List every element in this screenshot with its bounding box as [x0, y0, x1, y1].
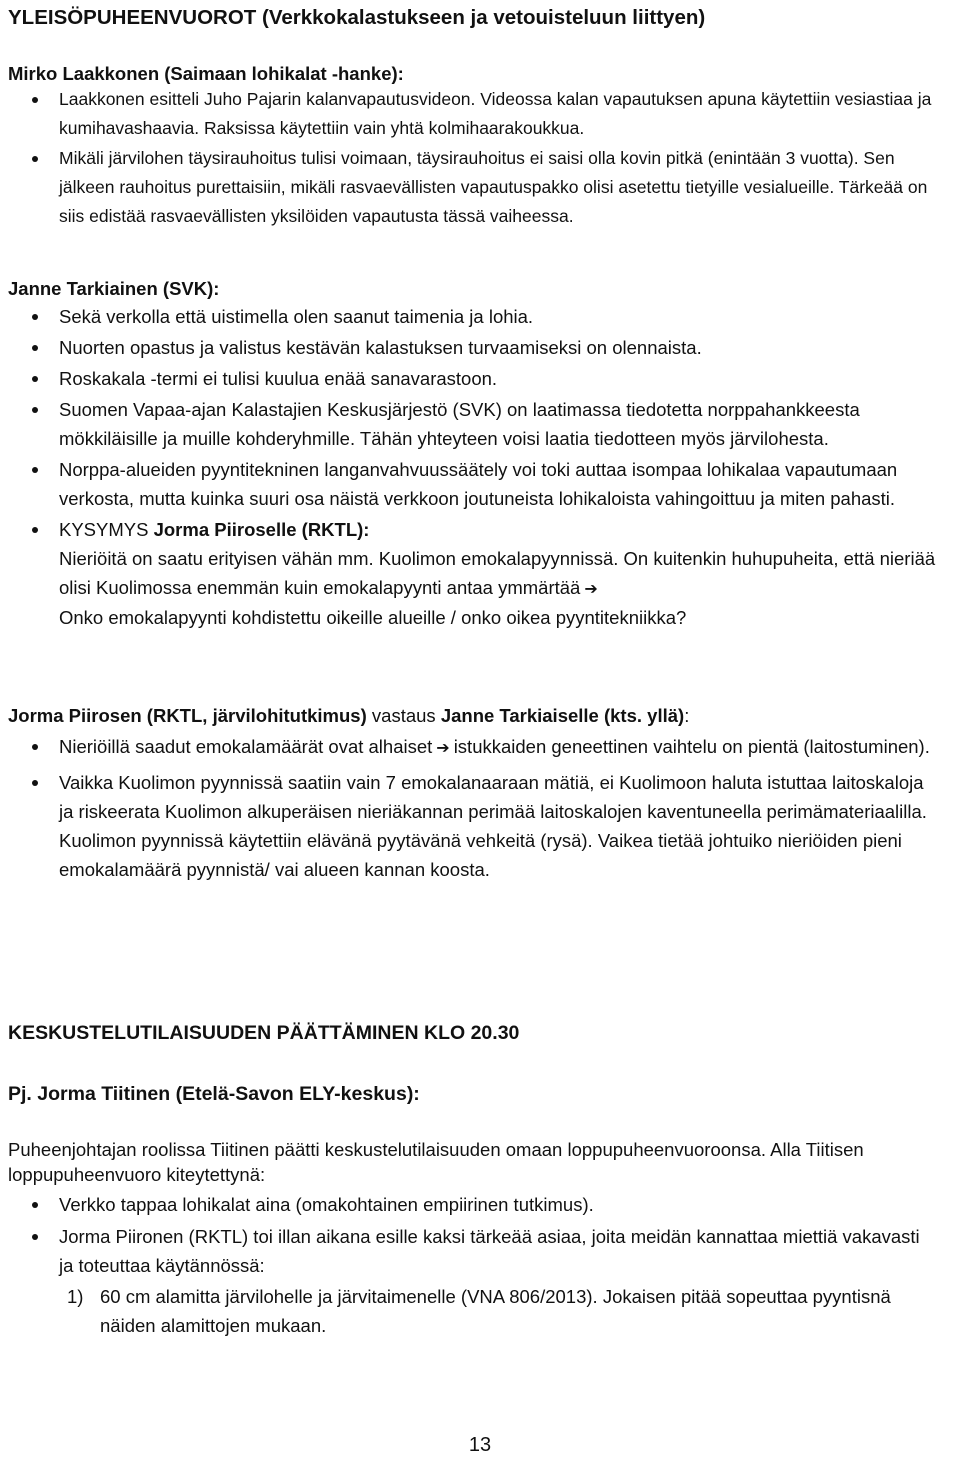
bullet-icon: [32, 97, 38, 103]
laakkonen-list: [0, 85, 960, 231]
bullet-icon: [32, 376, 38, 382]
bullet-icon: [32, 780, 38, 786]
list-item: Nuorten opastus ja valistus kestävän kalastuksen turvaamiseksi on olennaista.: [0, 333, 960, 362]
list-item: Suomen Vapaa-ajan Kalastajien Keskusjärjestö (SVK) on laatimassa tiedotetta norppahankkeesta mökkiläisille ja muille kohderyhmille. Tähän yhteyteen voisi laatia tiedotteen myös järvilohesta.: [0, 395, 960, 453]
bullet-icon: [32, 744, 38, 750]
bullet-icon: [32, 345, 38, 351]
list-item: Norppa-alueiden pyyntitekninen langanvahvuussäätely voi toki auttaa isompaa lohikalaa vapautumaan verkosta, mutta kuinka suuri osa näistä verkkoon joutuneista lohikaloista vahingoittuu ja miten pahasti.: [0, 455, 960, 513]
numbered-item: 1) 60 cm alamitta järvilohelle ja järvitaimenelle (VNA 806/2013). Jokaisen pitää sopeuttaa pyyntisnä näiden alamittojen mukaan.: [0, 1282, 936, 1340]
list-item: Roskakala -termi ei tulisi kuulua enää sanavarastoon.: [0, 364, 960, 393]
piironen-list: [0, 732, 960, 884]
bullet-icon: [32, 467, 38, 473]
speaker-heading-tiitinen: Pj. Jorma Tiitinen (Etelä-Savon ELY-keskus):: [8, 1083, 420, 1105]
bullet-icon: [32, 156, 38, 162]
arrow-right-icon: ➔: [584, 579, 598, 598]
list-item: Mikäli järvilohen täysirauhoitus tulisi voimaan, täysirauhoitus ei saisi olla kovin pitkä (enintään 3 vuotta). Sen jälkeen rauhoitus purettaisiin, mikäli rasvaevällisten vapautuspakko olisi asetettu tietyille vesialueille. Tärkeää on siis edistää rasvaevällisten yksilöiden vapautusta tässä vaiheessa.: [0, 144, 960, 231]
tarkiainen-list: [0, 302, 960, 632]
list-item: Nieriöillä saadut emokalamäärät ovat alhaiset ➔ istukkaiden geneettinen vaihtelu on pientä (laitostuminen).: [0, 732, 960, 762]
speaker-heading-piironen: Jorma Piirosen (RKTL, järvilohitutkimus) vastaus Janne Tarkiaiselle (kts. yllä):: [8, 705, 690, 726]
bullet-icon: [32, 1234, 38, 1240]
section-heading-closing: KESKUSTELUTILAISUUDEN PÄÄTTÄMINEN KLO 20.30: [8, 1022, 520, 1044]
speaker-heading-laakkonen: Mirko Laakkonen (Saimaan lohikalat -hanke):: [8, 63, 404, 84]
tiitinen-list: [0, 1190, 960, 1340]
list-item: Vaikka Kuolimon pyynnissä saatiin vain 7 emokalanaaraan mätiä, ei Kuolimoon haluta istuttaa laitoskaloja ja riskeerata Kuolimon alkuperäisen nieriäkannan perimää laitoskalojen kaventuneella perimämateriaalilla. Kuolimon pyynnissä käytettiin elävänä pyytävänä vehkeitä (rysä). Vaikea tietää johtuiko nieriöiden pieni emokalamäärä pyynnistä/ vai alueen kannan koosta.: [0, 768, 960, 884]
closing-intro-paragraph: Puheenjohtajan roolissa Tiitinen päätti keskustelutilaisuuden omaan loppupuheenvuoroonsa. Alla Tiitisen loppupuheenvuoro kiteytettynä:: [8, 1139, 864, 1185]
list-item: Sekä verkolla että uistimella olen saanut taimenia ja lohia.: [0, 302, 960, 331]
arrow-right-icon: ➔: [436, 738, 450, 757]
list-item: Laakkonen esitteli Juho Pajarin kalanvapautusvideon. Videossa kalan vapautuksen apuna käytettiin vesiastiaa ja kumihavashaavia. Raksissa käytettiin vain yhtä kolmihaarakoukkua.: [0, 85, 960, 143]
question-item: KYSYMYS Jorma Piiroselle (RKTL): Nieriöitä on saatu erityisen vähän mm. Kuolimon emokalapyynnissä. On kuitenkin huhupuheita, että nieriää olisi Kuolimossa enemmän kuin emokalapyynti antaa ymmärtää ➔ Onko emokalapyynti kohdistettu oikeille alueille / onko oikea pyyntitekniikka?: [0, 515, 960, 632]
bullet-icon: [32, 407, 38, 413]
bullet-icon: [32, 527, 38, 533]
page-heading: YLEISÖPUHEENVUOROT (Verkkokalastukseen ja vetouisteluun liittyen): [8, 6, 706, 29]
list-item: Verkko tappaa lohikalat aina (omakohtainen empiirinen tutkimus).: [0, 1190, 960, 1219]
page-number: 13: [468, 1434, 492, 1456]
list-item: Jorma Piironen (RKTL) toi illan aikana esille kaksi tärkeää asiaa, joita meidän kannattaa miettiä vakavasti ja toteuttaa käytännössä: 1) 60 cm alamitta järvilohelle ja järvitaimenelle (VNA 806/2013). Jokaisen pitää sopeuttaa pyyntisnä näiden alamittojen mukaan.: [0, 1222, 960, 1340]
item-number: 1): [67, 1286, 84, 1307]
bullet-icon: [32, 314, 38, 320]
speaker-heading-tarkiainen: Janne Tarkiainen (SVK):: [8, 278, 220, 299]
bullet-icon: [32, 1202, 38, 1208]
